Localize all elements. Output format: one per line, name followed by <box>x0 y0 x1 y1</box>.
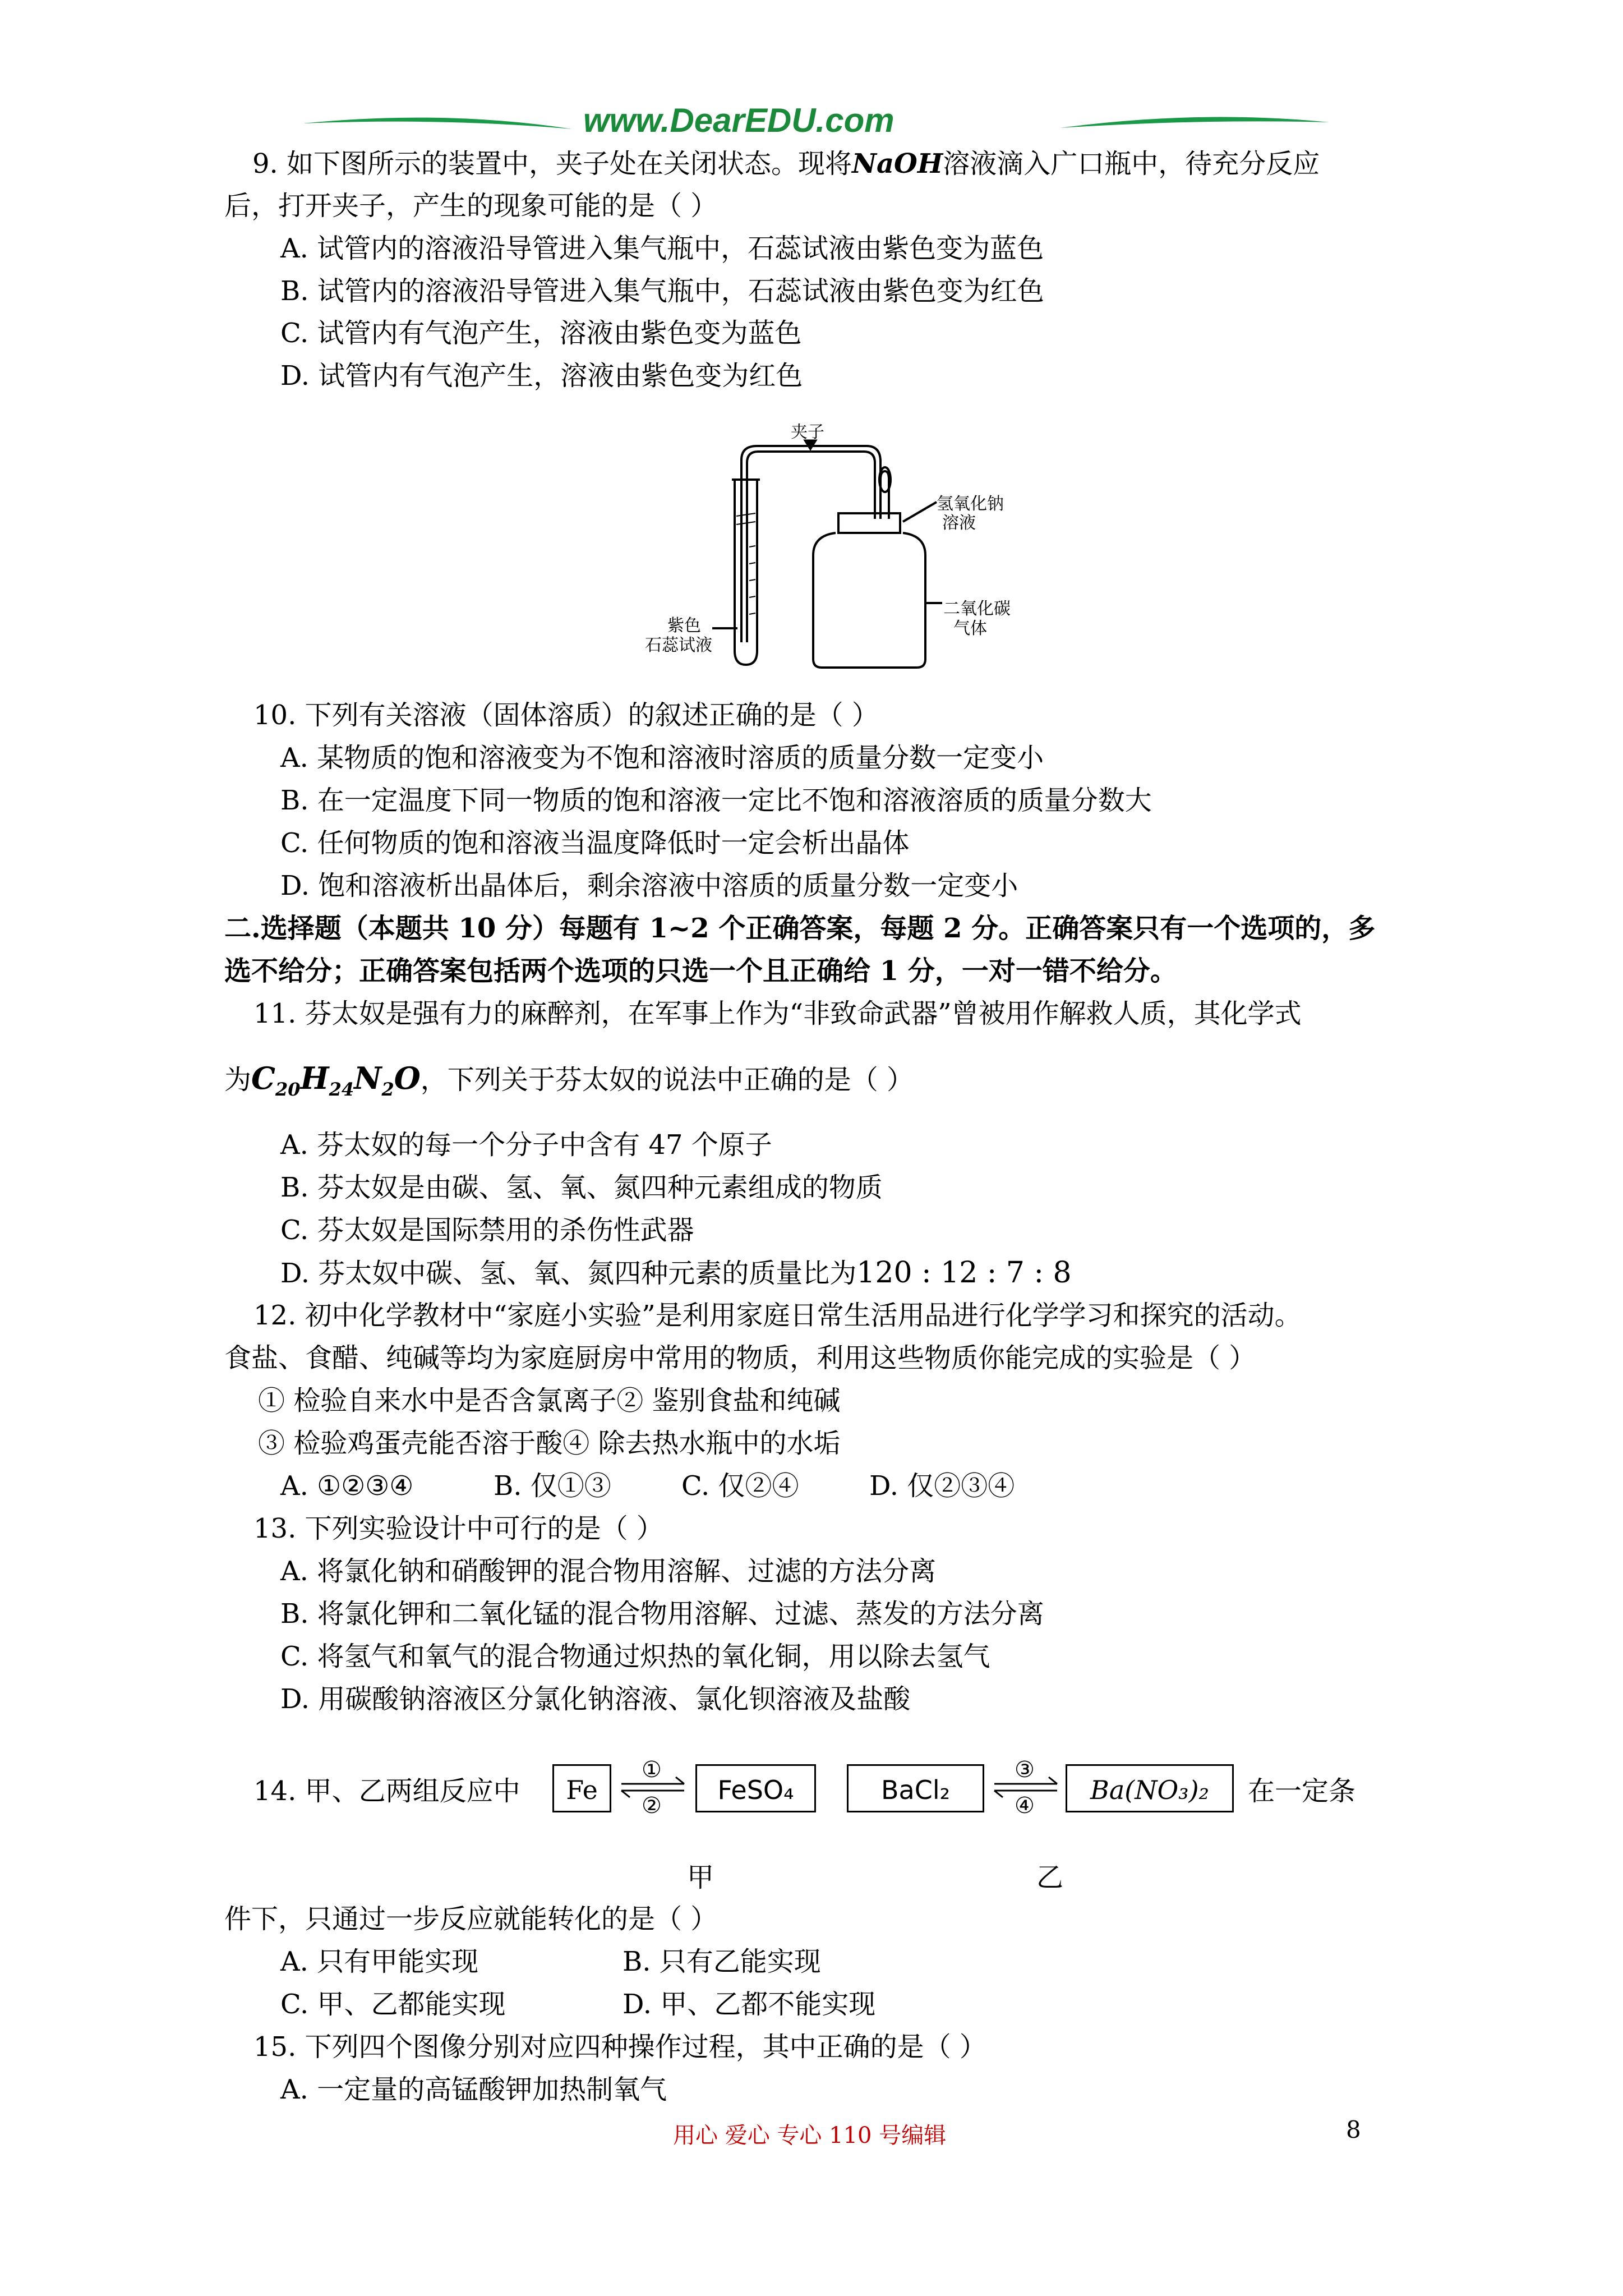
arrow-12 <box>617 1756 690 1818</box>
q14-stem-prefix: 14. 甲、乙两组反应中 <box>253 1775 520 1807</box>
arrow1-top-label: ① <box>642 1757 662 1783</box>
q9-stem-line2: 后，打开夹子，产生的现象可能的是（ ） <box>224 190 718 222</box>
q12-option-c: C. 仅②④ <box>681 1470 799 1502</box>
q9-apparatus-diagram <box>623 418 1026 676</box>
naoh-label-2: 溶液 <box>942 513 976 533</box>
q12-items-line2: ③ 检验鸡蛋壳能否溶于酸④ 除去热水瓶中的水垢 <box>258 1428 841 1459</box>
co2-label-1: 二氧化碳 <box>943 599 1011 619</box>
q14-option-d: D. 甲、乙都不能实现 <box>623 1989 876 2020</box>
q14-option-c: C. 甲、乙都能实现 <box>280 1989 506 2020</box>
arrow-34 <box>990 1756 1063 1818</box>
q12-stem-line2: 食盐、食醋、纯碱等均为家庭厨房中常用的物质，利用这些物质你能完成的实验是（ ） <box>224 1342 1256 1374</box>
box-fe: Fe <box>552 1764 611 1812</box>
q11-stem-line1: 11. 芬太奴是强有力的麻醉剂，在军事上作为“非致命武器”曾被用作解救人质，其化学式 <box>253 998 1302 1029</box>
q9-option-b: B. 试管内的溶液沿导管进入集气瓶中，石蕊试液由紫色变为红色 <box>280 275 1044 307</box>
q14-stem-line2: 件下，只通过一步反应就能转化的是（ ） <box>224 1903 718 1935</box>
q9-option-c: C. 试管内有气泡产生，溶液由紫色变为蓝色 <box>280 318 802 349</box>
q15-option-a: A. 一定量的高锰酸钾加热制氧气 <box>280 2074 667 2105</box>
naoh-label-1: 氢氧化钠 <box>937 494 1004 514</box>
naoh-formula: NaOH <box>852 148 943 180</box>
page-number: 8 <box>1346 2116 1361 2143</box>
site-name[interactable]: www.DearEDU.com <box>583 102 895 139</box>
box-feso4: FeSO₄ <box>695 1764 816 1812</box>
q10-stem: 10. 下列有关溶液（固体溶质）的叙述正确的是（ ） <box>253 700 879 731</box>
q15-stem: 15. 下列四个图像分别对应四种操作过程，其中正确的是（ ） <box>253 2031 986 2063</box>
clip-label: 夹子 <box>791 422 824 442</box>
q9-option-a: A. 试管内的溶液沿导管进入集气瓶中，石蕊试液由紫色变为蓝色 <box>280 233 1044 264</box>
q13-option-a: A. 将氯化钠和硝酸钾的混合物用溶解、过滤的方法分离 <box>280 1556 937 1587</box>
q12-option-b: B. 仅①③ <box>494 1470 611 1502</box>
section2-heading-line1: 二.选择题（本题共 10 分）每题有 1~2 个正确答案，每题 2 分。正确答案只有一个选项的，多 <box>224 913 1376 944</box>
q11-option-d: D. 芬太奴中碳、氢、氧、氮四种元素的质量比为120 : 12 : 7 : 8 <box>280 1256 1072 1290</box>
box-bacl2: BaCl₂ <box>847 1764 984 1812</box>
q10-option-b: B. 在一定温度下同一物质的饱和溶液一定比不饱和溶液溶质的质量分数大 <box>280 785 1152 816</box>
q14-stem-suffix: 在一定条 <box>1248 1775 1356 1807</box>
q13-option-b: B. 将氯化钾和二氧化锰的混合物用溶解、过滤、蒸发的方法分离 <box>280 1598 1044 1630</box>
q13-option-c: C. 将氢气和氧气的混合物通过炽热的氧化铜，用以除去氢气 <box>280 1641 990 1672</box>
q12-stem-line1: 12. 初中化学教材中“家庭小实验”是利用家庭日常生活用品进行化学学习和探究的活动。 <box>253 1300 1302 1331</box>
q11-stem-line2: 为$C_{20}H_{24}N_2O$，下列关于芬太奴的说法中正确的是（ ） <box>224 1060 914 1100</box>
q9-option-d: D. 试管内有气泡产生，溶液由紫色变为红色 <box>280 360 803 392</box>
q11-option-b: B. 芬太奴是由碳、氢、氧、氮四种元素组成的物质 <box>280 1172 883 1203</box>
q11-option-c: C. 芬太奴是国际禁用的杀伤性武器 <box>280 1214 694 1246</box>
box-bano3: Ba(NO₃)₂ <box>1066 1764 1234 1812</box>
q12-option-d: D. 仅②③④ <box>869 1470 1015 1502</box>
q10-option-a: A. 某物质的饱和溶液变为不饱和溶液时溶质的质量分数一定变小 <box>280 742 1044 774</box>
co2-label-2: 气体 <box>953 619 987 638</box>
arrow1-bottom-label: ② <box>642 1793 662 1819</box>
label-jia: 甲 <box>687 1862 714 1893</box>
q10-option-d: D. 饱和溶液析出晶体后，剩余溶液中溶质的质量分数一定变小 <box>280 870 1018 901</box>
litmus-label-1: 紫色 <box>667 616 701 636</box>
q13-stem: 13. 下列实验设计中可行的是（ ） <box>253 1513 663 1544</box>
arrow2-top-label: ③ <box>1015 1757 1035 1783</box>
q9-stem-line1: 9. 如下图所示的装置中，夹子处在关闭状态。现将NaOH溶液滴入广口瓶中，待充分反应 <box>252 148 1320 180</box>
section2-heading-line2: 选不给分；正确答案包括两个选项的只选一个且正确给 1 分，一对一错不给分。 <box>224 955 1177 987</box>
mass-ratio: 120 : 12 : 7 : 8 <box>856 1256 1072 1290</box>
label-yi: 乙 <box>1036 1862 1064 1893</box>
fentanyl-formula: $C_{20}H_{24}N_2O$ <box>251 1060 421 1100</box>
arrow2-bottom-label: ④ <box>1015 1793 1035 1819</box>
q12-items-line1: ① 检验自来水中是否含氯离子② 鉴别食盐和纯碱 <box>258 1385 841 1416</box>
q14-option-a: A. 只有甲能实现 <box>280 1946 479 1977</box>
q12-option-a: A. ①②③④ <box>280 1470 414 1502</box>
q13-option-d: D. 用碳酸钠溶液区分氯化钠溶液、氯化钡溶液及盐酸 <box>280 1683 911 1715</box>
footer-text: 用心 爱心 专心 110 号编辑 <box>673 2123 947 2148</box>
litmus-label-2: 石蕊试液 <box>645 636 712 655</box>
q10-option-c: C. 任何物质的饱和溶液当温度降低时一定会析出晶体 <box>280 827 910 859</box>
q14-option-b: B. 只有乙能实现 <box>623 1946 821 1977</box>
q11-option-a: A. 芬太奴的每一个分子中含有 47 个原子 <box>280 1129 772 1161</box>
